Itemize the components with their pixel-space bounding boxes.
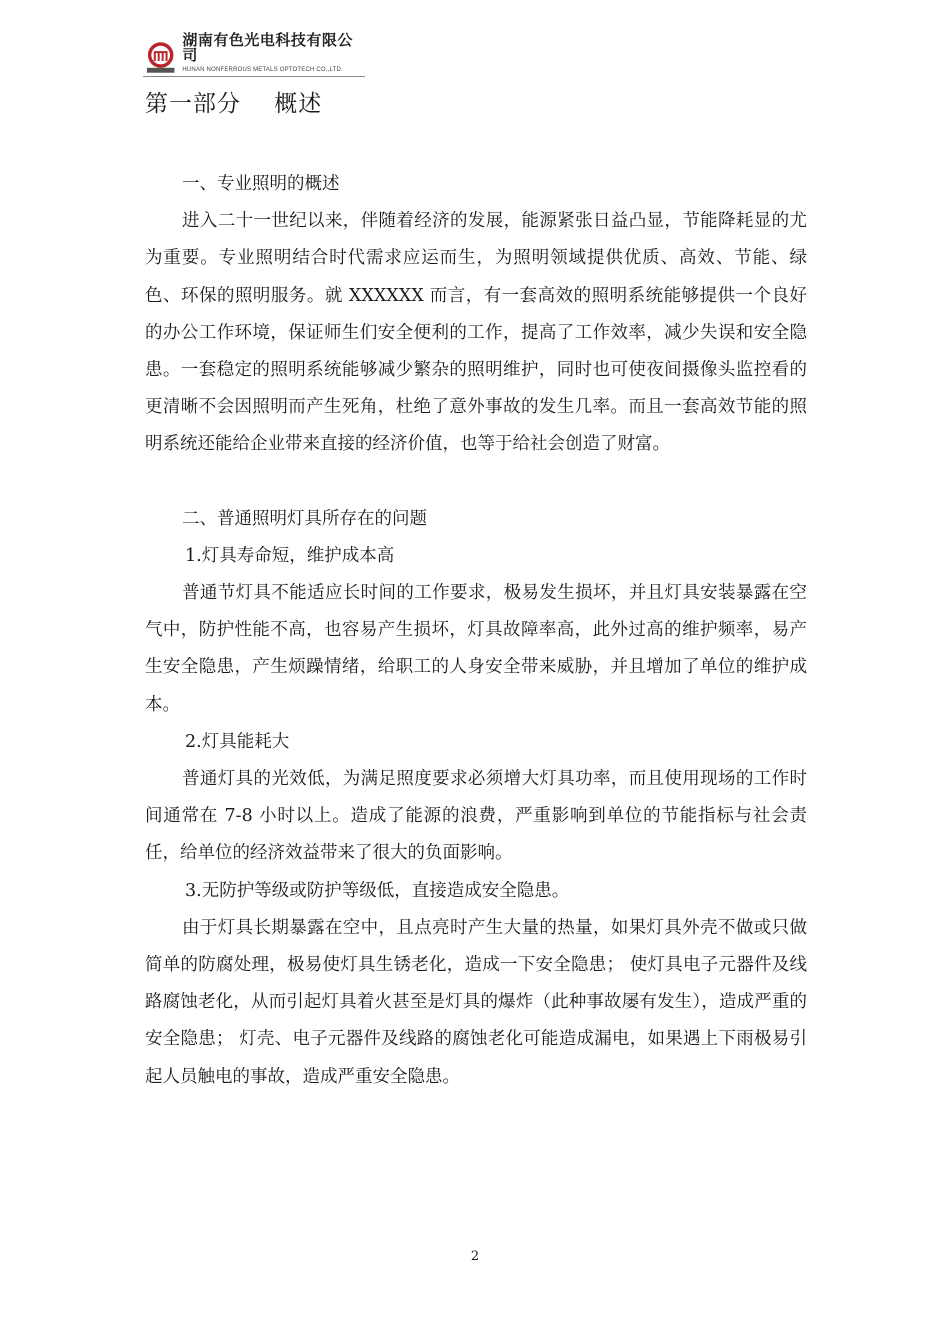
document-body: [145, 166, 807, 1096]
company-name-block: [182, 33, 365, 76]
subheading-short-lifespan: 1.灯具寿命短，维护成本高: [185, 545, 395, 566]
paragraph-high-energy: 普通灯具的光效低，为满足照度要求必须增大灯具功率，而且使用现场的工作时间通常在 7-8 小时以上。造成了能源的浪费，严重影响到单位的节能指标与社会责任，给单位的经济效益带来了很大的负面影响。: [145, 769, 807, 864]
part-title: 第一部分 概述: [145, 91, 323, 117]
page-header: [143, 31, 365, 77]
paragraph-overview: 进入二十一世纪以来，伴随着经济的发展，能源紧张日益凸显，节能降耗显的尤为重要。专业照明结合时代需求应运而生，为照明领域提供优质、高效、节能、绿色、环保的照明服务。就 XXXXXX 而言，有一套高效的照明系统能够提供一个良好的办公工作环境，保证师生们安全便利的工作，提高了工作效率，减少失误和安全隐患。一套稳定的照明系统能够减少繁杂的照明维护，同时也可使夜间摄像头监控看的更清晰不会因照明而产生死角，杜绝了意外事故的发生几率。而且一套高效节能的照明系统还能给企业带来直接的经济价值，也等于给社会创造了财富。: [145, 211, 807, 455]
company-logo-icon: [143, 40, 178, 76]
subheading-protection-level: 3.无防护等级或防护等级低，直接造成安全隐患。: [185, 880, 570, 901]
section-heading-problems: 二、普通照明灯具所存在的问题: [182, 508, 427, 529]
company-name-en: HUNAN NONFERROUS METALS OPTOTECH CO.,LTD.: [182, 67, 343, 73]
section-heading-overview: 一、专业照明的概述: [182, 174, 340, 194]
page-number: 2: [470, 1249, 480, 1264]
paragraph-short-lifespan: 普通节灯具不能适应长时间的工作要求，极易发生损坏，并且灯具安装暴露在空气中，防护性能不高，也容易产生损坏，灯具故障率高，此外过高的维护频率，易产生安全隐患，产生烦躁情绪，给职工的人身安全带来威胁，并且增加了单位的维护成本。: [145, 583, 807, 715]
paragraph-protection-level: 由于灯具长期暴露在空中，且点亮时产生大量的热量，如果灯具外壳不做或只做简单的防腐处理，极易使灯具生锈老化，造成一下安全隐患； 使灯具电子元器件及线路腐蚀老化，从而引起灯具着火甚至是灯具的爆炸（此种事故屡有发生），造成严重的安全隐患； 灯壳、电子元器件及线路的腐蚀老化可能造成漏电，如果遇上下雨极易引起人员触电的事故，造成严重安全隐患。: [145, 917, 807, 1087]
company-name-cn: 湖南有色光电科技有限公司: [182, 31, 353, 64]
subheading-high-energy: 2.灯具能耗大: [185, 731, 290, 752]
